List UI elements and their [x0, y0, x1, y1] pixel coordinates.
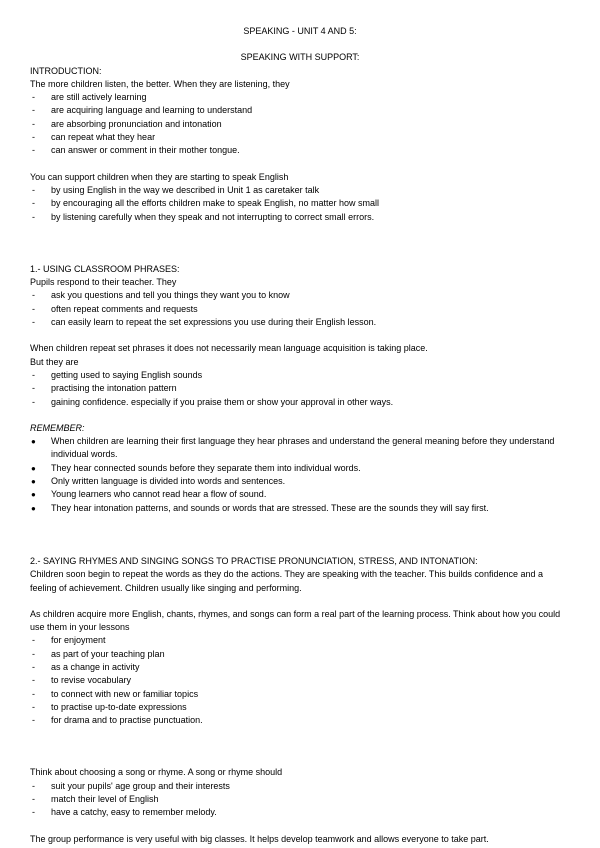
- section1-paragraph-2: But they are: [30, 356, 79, 367]
- section2-paragraph: Children soon begin to repeat the words as they do the actions. They are speaking with the teacher. This builds confidence and a feeling of achievement. Children usually like singing and performing.: [30, 569, 543, 593]
- remember-heading: REMEMBER:: [30, 422, 85, 433]
- list-item: - often repeat comments and requests: [32, 303, 198, 314]
- list-item: - getting used to saying English sounds: [32, 369, 203, 380]
- list-item: - are absorbing pronunciation and intonation: [32, 118, 222, 129]
- list-item: - by encouraging all the efforts children make to speak English, no matter how small: [32, 198, 380, 209]
- section1-lead: Pupils respond to their teacher. They: [30, 277, 177, 288]
- list-item: - to practise up-to-date expressions: [32, 701, 187, 712]
- list-item: - by using English in the way we described in Unit 1 as caretaker talk: [32, 184, 320, 195]
- section1-heading: 1.- USING CLASSROOM PHRASES:: [30, 263, 180, 274]
- intro-lead: The more children listen, the better. When they are listening, they: [30, 78, 290, 89]
- list-item: - for drama and to practise punctuation.: [32, 715, 203, 726]
- list-item: - by listening carefully when they speak and not interrupting to correct small errors.: [32, 211, 375, 222]
- document-page: [30, 25, 570, 846]
- remember-list: [30, 435, 570, 515]
- list-item: - have a catchy, easy to remember melody.: [32, 807, 217, 818]
- list-item: - can easily learn to repeat the set expressions you use during their English lesson.: [32, 317, 377, 328]
- list-item: ● Young learners who cannot read hear a flow of sound.: [31, 489, 267, 500]
- section2-list-2: [30, 780, 570, 820]
- list-item: - suit your pupils' age group and their interests: [32, 780, 230, 791]
- section2-paragraph-2: As children acquire more English, chants, rhymes, and songs can form a real part of the learning process. Think about how you could use them in your lessons: [30, 608, 561, 633]
- list-item: - as part of your teaching plan: [32, 648, 165, 659]
- list-item: - can repeat what they hear: [32, 132, 156, 143]
- section1-list-2: [30, 369, 570, 409]
- list-item: ● When children are learning their first language they hear phrases and understand the general meaning before they understand individual words.: [31, 436, 555, 460]
- support-lead: You can support children when they are starting to speak English: [30, 171, 289, 182]
- list-item: - match their level of English: [32, 794, 159, 805]
- list-item: - to connect with new or familiar topics: [32, 688, 199, 699]
- list-item: ● Only written language is divided into words and sentences.: [31, 476, 286, 487]
- list-item: - are still actively learning: [32, 92, 147, 103]
- section1-paragraph: When children repeat set phrases it does not necessarily mean language acquisition is taking place.: [30, 343, 428, 354]
- support-list: [30, 184, 570, 224]
- list-item: ● They hear connected sounds before they separate them into individual words.: [31, 462, 361, 473]
- list-item: - as a change in activity: [32, 661, 140, 672]
- section2-paragraph-4: The group performance is very useful with big classes. It helps develop teamwork and allows everyone to take part.: [30, 833, 489, 844]
- document-subtitle: SPEAKING WITH SUPPORT:: [240, 52, 360, 63]
- list-item: - to revise vocabulary: [32, 675, 132, 686]
- list-item: ● They hear intonation patterns, and sounds or words that are stressed. These are the sounds they will say first.: [31, 502, 489, 513]
- section2-paragraph-3: Think about choosing a song or rhyme. A song or rhyme should: [30, 767, 283, 778]
- section2-heading: 2.- SAYING RHYMES AND SINGING SONGS TO PRACTISE PRONUNCIATION, STRESS, AND INTONATION:: [30, 555, 478, 566]
- list-item: - are acquiring language and learning to understand: [32, 105, 253, 116]
- intro-heading: INTRODUCTION:: [30, 65, 102, 76]
- list-item: - gaining confidence. especially if you praise them or show your approval in other ways.: [32, 396, 394, 407]
- document-title: SPEAKING - UNIT 4 AND 5:: [243, 26, 357, 36]
- list-item: - practising the intonation pattern: [32, 383, 177, 394]
- section1-list: [30, 289, 570, 329]
- list-item: - can answer or comment in their mother tongue.: [32, 145, 240, 156]
- list-item: - for enjoyment: [32, 635, 106, 646]
- section2-list: [30, 634, 570, 727]
- intro-list: [30, 91, 570, 157]
- list-item: - ask you questions and tell you things they want you to know: [32, 290, 290, 301]
